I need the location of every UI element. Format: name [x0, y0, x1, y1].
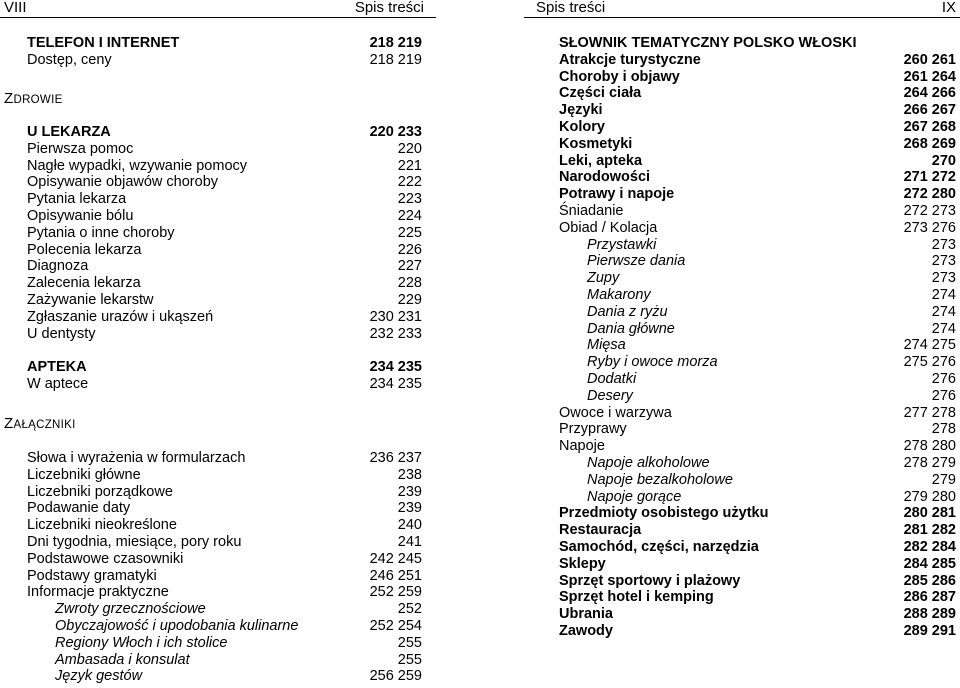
toc-entry — [524, 472, 960, 489]
toc-entry-title: Choroby i objawy — [559, 68, 680, 85]
toc-entry — [0, 517, 436, 534]
toc-entry-title: Zalecenia lekarza — [27, 275, 141, 292]
toc-entry-title: Sprzęt sportowy i plażowy — [559, 572, 741, 589]
toc-entry-title: Narodowości — [559, 169, 651, 186]
toc-entry-title: Pytania lekarza — [27, 191, 127, 208]
toc-entry-page: 279 — [931, 471, 956, 488]
toc-entry — [524, 623, 960, 640]
toc-entry-title: APTEKA — [27, 359, 87, 375]
right-page — [524, 0, 960, 688]
toc-entry — [524, 186, 960, 203]
toc-entry — [0, 225, 436, 242]
toc-entry — [524, 153, 960, 170]
toc-entry-page: 261 264 — [903, 68, 956, 85]
toc-entry-title: Diagnoza — [27, 258, 89, 275]
toc-entry-page: 278 — [931, 421, 956, 438]
toc-entry — [524, 405, 960, 422]
toc-group-telefon — [0, 35, 436, 69]
toc-entry-page: 273 — [931, 270, 956, 287]
left-running-title: Spis treści — [354, 0, 424, 16]
toc-entry — [524, 455, 960, 472]
toc-entry-page: 273 — [931, 236, 956, 253]
toc-entry-title: Pytania o inne choroby — [27, 224, 175, 241]
toc-entry-page: 271 272 — [903, 169, 956, 186]
toc-entry-title: Informacje praktyczne — [27, 584, 169, 601]
toc-entry-title: U dentysty — [27, 325, 96, 342]
toc-entry-page: 286 287 — [903, 589, 956, 606]
toc-entry-title: Opisywanie bólu — [27, 207, 134, 224]
toc-entry — [0, 652, 436, 669]
toc-entry — [524, 539, 960, 556]
toc-entry-title: Desery — [587, 387, 633, 404]
toc-entry — [524, 438, 960, 455]
toc-group-zalaczniki — [0, 450, 436, 685]
toc-entry — [0, 124, 436, 141]
toc-entry — [524, 489, 960, 506]
toc-entry-page: 255 — [397, 634, 422, 651]
toc-entry-page: 278 280 — [903, 438, 956, 455]
toc-entry — [0, 450, 436, 467]
toc-entry-title: Potrawy i napoje — [559, 186, 675, 203]
toc-entry-title: Ubrania — [559, 606, 613, 623]
toc-entry — [524, 102, 960, 119]
toc-entry-page: 239 — [397, 500, 422, 517]
toc-entry-page: 289 291 — [903, 622, 956, 639]
section-heading-zalaczniki: ZAŁĄCZNIKI — [4, 415, 76, 432]
toc-entry — [0, 242, 436, 259]
toc-entry-title: Zażywanie lekarstw — [27, 291, 154, 308]
section-heading-zdrowie: ZDROWIE — [4, 90, 63, 107]
toc-entry-title: Dni tygodnia, miesiące, pory roku — [27, 533, 242, 550]
toc-entry — [524, 505, 960, 522]
toc-entry — [0, 484, 436, 501]
toc-entry — [524, 85, 960, 102]
toc-entry-page: 255 — [397, 651, 422, 668]
toc-entry-page: 279 280 — [903, 488, 956, 505]
toc-entry-page: 278 279 — [903, 454, 956, 471]
toc-entry — [0, 35, 436, 52]
toc-entry-page: 239 — [397, 483, 422, 500]
toc-entry — [0, 551, 436, 568]
right-page-number: IX — [941, 0, 956, 16]
toc-entry-title: Polecenia lekarza — [27, 241, 142, 258]
toc-entry — [524, 287, 960, 304]
toc-entry-title: U LEKARZA — [27, 124, 111, 140]
toc-entry-title: SŁOWNIK TEMATYCZNY POLSKO WŁOSKI — [559, 35, 857, 51]
toc-entry-page: 252 254 — [369, 617, 422, 634]
toc-entry-page: 228 — [397, 275, 422, 292]
toc-entry-page: 222 — [397, 174, 422, 191]
toc-entry-title: Samochód, części, narzędzia — [559, 538, 759, 555]
toc-entry-title: Owoce i warzywa — [559, 404, 672, 421]
toc-entry — [524, 606, 960, 623]
toc-entry — [524, 203, 960, 220]
toc-entry-page: 218 219 — [369, 51, 422, 68]
toc-group-apteka — [0, 359, 436, 393]
toc-entry — [0, 52, 436, 69]
toc-entry — [0, 601, 436, 618]
toc-entry-page: 226 — [397, 241, 422, 258]
toc-entry-title: Sklepy — [559, 555, 606, 572]
toc-entry — [0, 275, 436, 292]
toc-entry — [0, 500, 436, 517]
toc-entry-page: 274 — [931, 303, 956, 320]
toc-entry-title: Słowa i wyrażenia w formularzach — [27, 450, 246, 466]
toc-entry-page: 218 219 — [369, 35, 422, 51]
toc-entry — [0, 158, 436, 175]
toc-entry-title: Mięsa — [587, 337, 626, 354]
toc-entry — [524, 52, 960, 69]
toc-entry — [524, 237, 960, 254]
toc-entry-title: Obyczajowość i upodobania kulinarne — [55, 617, 299, 634]
toc-entry-title: W aptece — [27, 375, 89, 392]
toc-entry-page: 272 280 — [903, 186, 956, 203]
toc-entry-page: 274 — [931, 286, 956, 303]
toc-entry-page: 277 278 — [903, 404, 956, 421]
toc-entry-page: 276 — [931, 370, 956, 387]
toc-entry-title: Opisywanie objawów choroby — [27, 174, 219, 191]
toc-entry-page: 232 233 — [369, 325, 422, 342]
toc-entry — [524, 354, 960, 371]
toc-entry — [0, 668, 436, 685]
toc-entry-page: 272 273 — [903, 202, 956, 219]
toc-entry-page: 266 267 — [903, 102, 956, 119]
toc-entry-page: 275 276 — [903, 354, 956, 371]
toc-entry — [0, 292, 436, 309]
toc-entry — [524, 589, 960, 606]
toc-entry — [524, 136, 960, 153]
toc-entry-page: 236 237 — [369, 450, 422, 466]
toc-entry-page: 234 235 — [369, 359, 422, 375]
toc-entry — [524, 220, 960, 237]
toc-entry — [524, 270, 960, 287]
toc-entry-page: 288 289 — [903, 606, 956, 623]
toc-entry — [524, 556, 960, 573]
toc-entry-title: Pierwsze dania — [587, 253, 686, 270]
toc-entry-page: 256 259 — [369, 668, 422, 685]
toc-entry-page: 220 233 — [369, 124, 422, 140]
toc-entry-title: Liczebniki główne — [27, 466, 141, 483]
toc-entry-page: 224 — [397, 207, 422, 224]
toc-group-slownik — [524, 35, 960, 640]
toc-entry-title: Pierwsza pomoc — [27, 140, 134, 157]
toc-entry-page: 274 275 — [903, 337, 956, 354]
toc-entry — [0, 467, 436, 484]
toc-entry-title: Zwroty grzecznościowe — [55, 601, 206, 618]
toc-entry-title: Napoje — [559, 438, 605, 455]
toc-entry-title: Podawanie daty — [27, 500, 131, 517]
toc-entry-page: 267 268 — [903, 118, 956, 135]
toc-entry-title: Dania z ryżu — [587, 303, 668, 320]
right-running-title: Spis treści — [536, 0, 606, 16]
toc-entry-page: 246 251 — [369, 567, 422, 584]
toc-entry-page: 273 276 — [903, 219, 956, 236]
toc-entry-page: 220 — [397, 140, 422, 157]
toc-entry-page: 282 284 — [903, 538, 956, 555]
toc-entry-title: Śniadanie — [559, 202, 624, 219]
toc-entry — [0, 208, 436, 225]
toc-entry-page: 273 — [931, 253, 956, 270]
toc-entry-page: 264 266 — [903, 85, 956, 102]
toc-entry-page: 229 — [397, 291, 422, 308]
toc-entry-title: Przyprawy — [559, 421, 627, 438]
toc-entry — [524, 522, 960, 539]
right-page-header — [524, 0, 960, 18]
toc-entry-page: 238 — [397, 466, 422, 483]
toc-entry-title: Ambasada i konsulat — [55, 651, 190, 668]
toc-entry — [0, 174, 436, 191]
toc-entry — [524, 119, 960, 136]
toc-entry-page: 274 — [931, 320, 956, 337]
toc-entry-title: Język gestów — [55, 668, 143, 685]
toc-entry-title: Makarony — [587, 286, 651, 303]
toc-entry-title: Zawody — [559, 622, 613, 639]
toc-entry-page: 252 — [397, 601, 422, 618]
toc-entry-page: 221 — [397, 157, 422, 174]
toc-entry — [524, 304, 960, 321]
toc-entry — [0, 258, 436, 275]
toc-entry — [0, 534, 436, 551]
toc-entry — [524, 388, 960, 405]
toc-entry-title: Części ciała — [559, 85, 642, 102]
toc-entry-title: Przystawki — [587, 236, 657, 253]
left-page-number: VIII — [4, 0, 27, 16]
toc-entry-title: Nagłe wypadki, wzywanie pomocy — [27, 157, 248, 174]
toc-entry — [0, 584, 436, 601]
toc-entry — [524, 337, 960, 354]
toc-entry — [0, 376, 436, 393]
toc-entry-title: Napoje alkoholowe — [587, 454, 710, 471]
toc-entry — [524, 321, 960, 338]
toc-entry-title: Napoje gorące — [587, 488, 682, 505]
left-page-header — [0, 0, 436, 18]
toc-entry-page: 270 — [931, 152, 956, 169]
toc-entry-title: Przedmioty osobistego użytku — [559, 505, 769, 522]
toc-entry — [524, 35, 960, 52]
toc-entry — [0, 635, 436, 652]
toc-entry-page: 280 281 — [903, 505, 956, 522]
toc-entry-title: Dostęp, ceny — [27, 51, 112, 68]
toc-entry-title: Regiony Włoch i ich stolice — [55, 634, 228, 651]
toc-entry — [524, 371, 960, 388]
toc-entry-page: 227 — [397, 258, 422, 275]
toc-entry-title: Podstawowe czasowniki — [27, 550, 184, 567]
toc-entry-title: Sprzęt hotel i kemping — [559, 589, 714, 606]
toc-entry — [0, 326, 436, 343]
toc-group-zdrowie — [0, 124, 436, 342]
toc-entry-title: Liczebniki nieokreślone — [27, 517, 177, 534]
toc-entry-title: Kosmetyki — [559, 135, 633, 152]
toc-entry — [524, 421, 960, 438]
toc-entry — [0, 191, 436, 208]
toc-entry — [0, 309, 436, 326]
toc-entry-page: 242 245 — [369, 550, 422, 567]
toc-entry-title: Napoje bezalkoholowe — [587, 471, 733, 488]
toc-entry-title: Kolory — [559, 118, 605, 135]
toc-entry-title: Obiad / Kolacja — [559, 219, 658, 236]
toc-entry — [0, 141, 436, 158]
toc-entry-title: TELEFON I INTERNET — [27, 35, 180, 51]
toc-entry-page: 225 — [397, 224, 422, 241]
toc-entry-page: 234 235 — [369, 375, 422, 392]
toc-entry-title: Dania główne — [587, 320, 675, 337]
toc-entry-page: 252 259 — [369, 584, 422, 601]
toc-entry-title: Restauracja — [559, 522, 642, 539]
toc-entry-page: 240 — [397, 517, 422, 534]
toc-entry — [524, 573, 960, 590]
toc-entry-page: 241 — [397, 533, 422, 550]
toc-entry — [524, 169, 960, 186]
toc-entry-page: 260 261 — [903, 51, 956, 68]
toc-entry — [524, 253, 960, 270]
toc-entry-page: 281 282 — [903, 522, 956, 539]
toc-entry — [0, 359, 436, 376]
toc-entry-title: Ryby i owoce morza — [587, 354, 718, 371]
toc-entry-page: 276 — [931, 387, 956, 404]
toc-entry — [0, 568, 436, 585]
left-page — [0, 0, 436, 688]
toc-entry-title: Dodatki — [587, 370, 637, 387]
toc-entry-page: 230 231 — [369, 308, 422, 325]
toc-entry-title: Podstawy gramatyki — [27, 567, 157, 584]
toc-entry-page: 285 286 — [903, 572, 956, 589]
toc-entry-title: Atrakcje turystyczne — [559, 51, 701, 68]
toc-entry — [524, 69, 960, 86]
toc-entry-page: 223 — [397, 191, 422, 208]
toc-entry-page: 268 269 — [903, 135, 956, 152]
toc-entry — [0, 618, 436, 635]
toc-entry-title: Zgłaszanie urazów i ukąszeń — [27, 308, 214, 325]
toc-entry-title: Liczebniki porządkowe — [27, 483, 173, 500]
toc-entry-title: Leki, apteka — [559, 152, 643, 169]
toc-entry-page: 284 285 — [903, 555, 956, 572]
toc-entry-title: Zupy — [587, 270, 620, 287]
toc-entry-title: Języki — [559, 102, 603, 119]
